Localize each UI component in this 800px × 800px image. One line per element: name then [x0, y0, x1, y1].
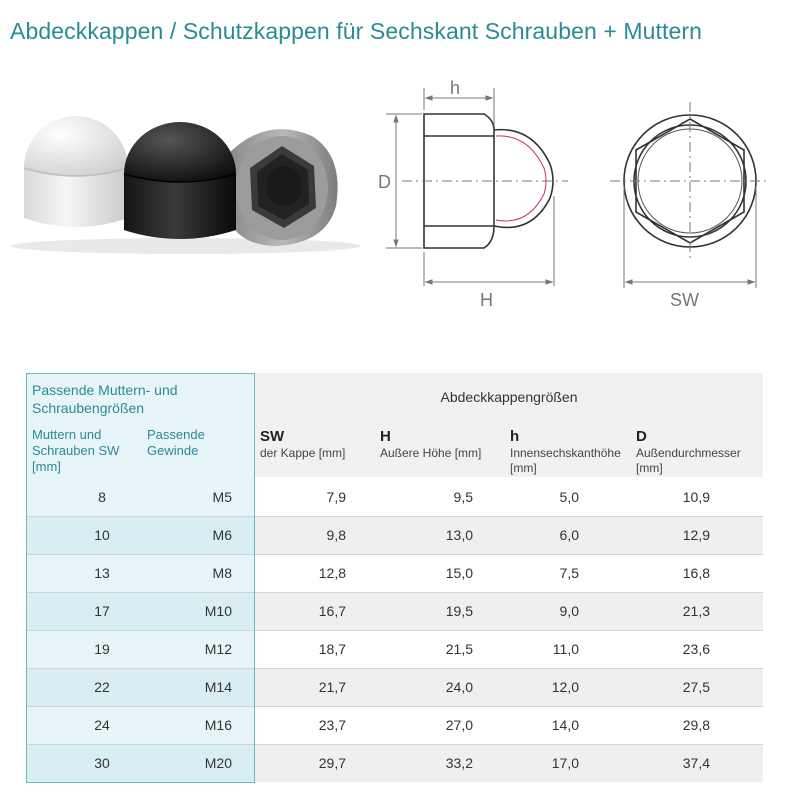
right-header-block	[255, 373, 763, 477]
table-row	[26, 707, 763, 745]
cell-cap-sw: 7,9	[326, 489, 346, 505]
cell-cap-H: 33,2	[445, 755, 473, 771]
col-header-H	[380, 428, 505, 461]
cell-nut-sw: 17	[94, 603, 110, 619]
cell-cap-D: 29,8	[682, 717, 710, 733]
table-row	[26, 555, 763, 593]
cell-cap-H: 19,5	[445, 603, 473, 619]
col-h-desc: Innensechskanthöhe [mm]	[510, 446, 621, 475]
col-sw-symbol: SW	[260, 428, 285, 445]
cell-thread: M20	[204, 755, 232, 771]
cell-thread: M10	[204, 603, 232, 619]
cell-cap-sw: 9,8	[326, 527, 346, 543]
cell-nut-sw: 13	[94, 565, 110, 581]
cell-thread: M5	[212, 489, 232, 505]
cell-cap-H: 27,0	[445, 717, 473, 733]
size-table	[26, 373, 763, 783]
cell-cap-sw: 23,7	[318, 717, 346, 733]
left-header-title: Passende Muttern- und Schraubengrößen	[32, 382, 178, 416]
col-D-symbol: D	[636, 428, 647, 445]
cell-cap-D: 21,3	[682, 603, 710, 619]
table-row	[26, 745, 763, 783]
col-D-desc: Außendurchmesser [mm]	[636, 446, 741, 475]
cell-cap-h: 14,0	[551, 717, 579, 733]
cell-cap-H: 24,0	[445, 679, 473, 695]
col-header-D	[636, 428, 761, 476]
cell-cap-D: 12,9	[682, 527, 710, 543]
cell-cap-D: 37,4	[682, 755, 710, 771]
col-h-symbol: h	[510, 428, 520, 445]
table-row	[26, 631, 763, 669]
col-H-symbol: H	[380, 428, 391, 445]
right-header-title: Abdeckkappengrößen	[440, 389, 578, 405]
cell-thread: M14	[204, 679, 232, 695]
cell-cap-h: 17,0	[551, 755, 579, 771]
cell-nut-sw: 8	[98, 489, 106, 505]
cell-nut-sw: 30	[94, 755, 110, 771]
table-row	[26, 517, 763, 555]
grey-cap-image	[228, 129, 338, 246]
cell-cap-sw: 29,7	[318, 755, 346, 771]
left-col2-header: Passende Gewinde	[147, 427, 205, 458]
cell-cap-h: 9,0	[559, 603, 579, 619]
cell-cap-H: 9,5	[453, 489, 473, 505]
col-header-h	[510, 428, 628, 476]
label-h: h	[450, 78, 461, 98]
page-title: Abdeckkappen / Schutzkappen für Sechskant Schrauben + Muttern	[10, 18, 703, 44]
black-cap-image	[124, 122, 236, 239]
cell-cap-D: 27,5	[682, 679, 710, 695]
col-header-sw	[260, 428, 380, 461]
cell-cap-D: 10,9	[682, 489, 710, 505]
cell-cap-H: 21,5	[445, 641, 473, 657]
cell-cap-h: 7,5	[559, 565, 579, 581]
cell-thread: M6	[212, 527, 232, 543]
cell-nut-sw: 10	[94, 527, 110, 543]
cell-thread: M12	[204, 641, 232, 657]
cell-nut-sw: 24	[94, 717, 110, 733]
label-D: D	[378, 172, 391, 192]
left-col1-header: Muttern und Schrauben SW [mm]	[32, 427, 120, 474]
cell-nut-sw: 22	[94, 679, 110, 695]
cell-thread: M16	[204, 717, 232, 733]
top-view-drawing	[596, 76, 774, 314]
label-SW: SW	[670, 290, 699, 310]
cell-cap-D: 16,8	[682, 565, 710, 581]
table-row	[26, 593, 763, 631]
cell-thread: M8	[212, 565, 232, 581]
cell-cap-D: 23,6	[682, 641, 710, 657]
cell-cap-h: 11,0	[552, 641, 579, 657]
table-row	[26, 669, 763, 707]
cell-nut-sw: 19	[94, 641, 110, 657]
cell-cap-H: 13,0	[445, 527, 473, 543]
cell-cap-sw: 12,8	[318, 565, 346, 581]
cell-cap-sw: 16,7	[318, 603, 346, 619]
cell-cap-h: 6,0	[559, 527, 579, 543]
cell-cap-h: 5,0	[559, 489, 579, 505]
side-section-drawing	[372, 76, 574, 314]
cell-cap-sw: 18,7	[318, 641, 346, 657]
cell-cap-sw: 21,7	[318, 679, 346, 695]
cell-cap-h: 12,0	[551, 679, 579, 695]
white-cap-image	[24, 116, 128, 227]
col-sw-desc: der Kappe [mm]	[260, 446, 346, 460]
product-photo	[6, 96, 368, 260]
table-row	[26, 479, 763, 517]
col-H-desc: Außere Höhe [mm]	[380, 446, 482, 460]
cell-cap-H: 15,0	[445, 565, 473, 581]
label-H: H	[480, 290, 493, 310]
